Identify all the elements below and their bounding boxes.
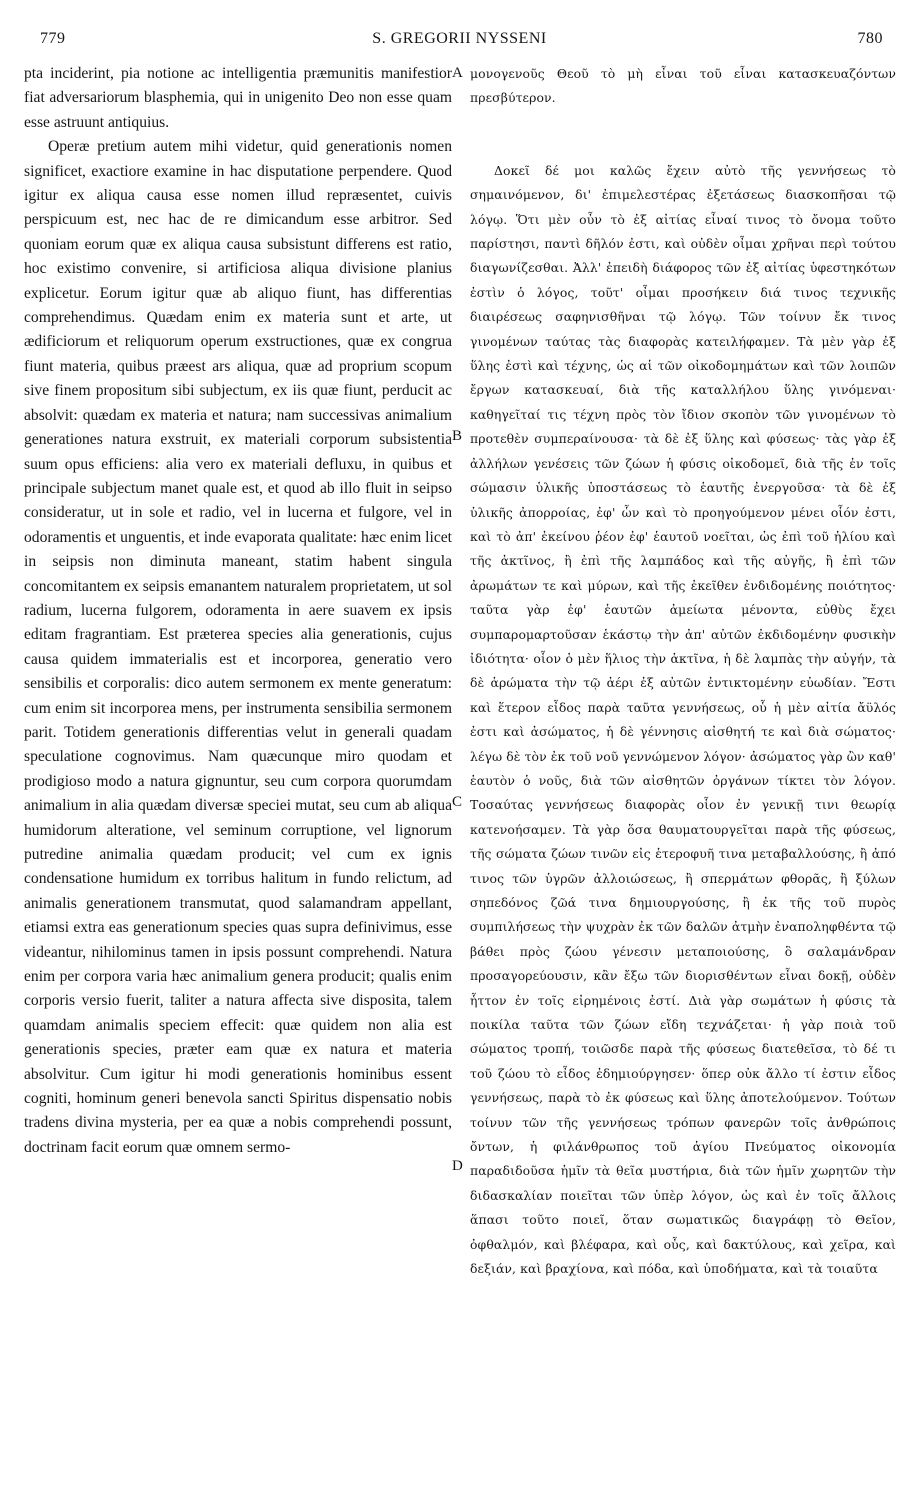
latin-paragraph-1: pta inciderint, pia notione ac intelligentia præmunitis manifestior fiat adversariorum blasphemia, qui in unigenito Deo non esse quam esse astruunt antiquius. — [24, 65, 452, 131]
latin-column — [24, 62, 452, 1160]
margin-marker-d: D — [452, 1158, 463, 1174]
greek-paragraph-2: Δοκεῖ δέ μοι καλῶς ἔχειν αὐτὸ τῆς γεννήσεως τὸ σημαινόμενον, δι' ἐπιμελεστέρας ἐξετάσεως διασκοπῆσαι τῷ λόγῳ. Ὅτι μὲν οὖν τὸ ἐξ αἰτίας εἶναί τινος τὸ ὄνομα τοῦτο παρίστησι, παντὶ δῆλόν ἐστι, καὶ οὐδὲν οἶμαι χρῆναι περὶ τούτου διαγωνίζεσθαι. Ἀλλ' ἐπειδὴ διάφορος τῶν ἐξ αἰτίας ὑφεστηκότων ἐστὶν ὁ λόγος, τοῦτ' οἶμαι προσήκειν διά τινος τεχνικῆς διαιρέσεως σαφηνισθῆναι τῷ λόγῳ. Τῶν τοίνυν ἔκ τινος γινομένων ταύτας τὰς διαφορὰς κατειλήφαμεν. Τὰ μὲν γὰρ ἐξ ὕλης ἐστὶ καὶ τέχνης, ὡς αἱ τῶν οἰκοδομημάτων καὶ τῶν λοιπῶν ἔργων κατασκευαί, διὰ τῆς καταλλήλου ὕλης γινόμεναι· καθηγεῖταί τις τέχνη πρὸς τὸν ἴδιον σκοπὸν τῶν γινομένων τὸ προτεθὲν συμπεραίνουσα· τὰ δὲ ἐξ ὕλης καὶ φύσεως· τὰς γὰρ ἐξ ἀλλήλων γενέσεις τῶν ζώων ἡ φύσις οἰκοδομεῖ, διὰ τῆς ἐν τοῖς σώμασιν ὑλικῆς ὑποστάσεως τὸ ἑαυτῆς ἐνεργοῦσα· τὰ δὲ ἐξ ὑλικῆς ἀπορροίας, ἐφ' ὧν καὶ τὸ προηγούμενον μένει οἷόν ἐστι, καὶ τὸ ἀπ' ἐκείνου ῥέον ἐφ' ἑαυτοῦ νοεῖται, ὡς ἐπὶ τοῦ ἡλίου καὶ τῆς ἀκτῖνος, ἢ ἐπὶ τῆς λαμπάδος καὶ τῆς αὐγῆς, ἢ ἐπὶ τῶν ἀρωμάτων τε καὶ μύρων, καὶ τῆς ἐκεῖθεν ἐνδιδομένης ποιότητος· ταῦτα γὰρ ἐφ' ἑαυτῶν ἀμείωτα μένοντα, εὐθὺς ἔχει συμπαρομαρτοῦσαν ἑκάστῳ τὴν ἀπ' αὐτῶν ἐκδιδομένην φυσικὴν ἰδιότητα· οἷον ὁ μὲν ἥλιος τὴν ἀκτῖνα, ἡ δὲ λαμπὰς τὴν αὐγήν, τὰ δὲ ἀρώματα τὴν τῷ ἀέρι ἐξ αὐτῶν ἐντικτομένην εὐωδίαν. Ἔστι καὶ ἕτερον εἶδος παρὰ ταῦτα γεννήσεως, οὗ ἡ μὲν αἰτία ἄϋλός ἐστι καὶ ἀσώματος, ἡ δὲ γέννησις αἰσθητή τε καὶ διὰ σώματος· λέγω δὲ τὸν ἐκ τοῦ νοῦ γεννώμενον λόγον· ἀσώματος γὰρ ὢν καθ' ἑαυτὸν ὁ νοῦς, διὰ τῶν αἰσθητῶν ὀργάνων τίκτει τὸν λόγον. Τοσαύτας γεννήσεως διαφορὰς οἷον ἐν γενικῇ τινι θεωρίᾳ κατενοήσαμεν. Τὰ γὰρ ὅσα θαυματουργεῖται παρὰ τῆς φύσεως, τῆς σώματα ζώων τινῶν εἰς ἑτεροφυῆ τινα μεταβαλλούσης, ἢ ἀπό τινος τῶν ὑγρῶν ἀλλοιώσεως, ἢ σπερμάτων φθορᾶς, ἢ ξύλων σηπεδόνος ζῶά τινα δημιουργούσης, ἢ ἐκ τῆς τοῦ πυρὸς συμπιλήσεως τὴν ψυχρὰν ἐκ τῶν δαλῶν ἀτμὴν ἐναποληφθέντα τῷ βάθει πρὸς ζώου γένεσιν μεταποιούσης, ὃ σαλαμάνδραν προσαγορεύουσιν, κἂν ἔξω τῶν διορισθέντων εἶναι δοκῇ, οὐδὲν ἧττον ἐν τοῖς εἰρημένοις ἐστί. Διὰ γὰρ σωμάτων ἡ φύσις τὰ ποικίλα ταῦτα τῶν ζώων εἴδη τεχνάζεται· ἡ γὰρ ποιὰ τοῦ σώματος τροπή, τοιῶσδε παρὰ τῆς φύσεως διατεθεῖσα, τὸ δέ τι τοῦ ζώου τὸ εἶδος ἐδημιούργησεν· ὅπερ οὐκ ἄλλο τί ἐστιν εἶδος γεννήσεως, παρὰ τὸ ἐκ φύσεως καὶ ὕλης ἀποτελούμενον. Τούτων τοίνυν τῶν τῆς γεννήσεως τρόπων φανερῶν τοῖς ἀνθρώποις ὄντων, ἡ φιλάνθρωπος τοῦ ἁγίου Πνεύματος οἰκονομία παραδιδοῦσα ἡμῖν τὰ θεῖα μυστήρια, διὰ τῶν ἡμῖν χωρητῶν τὴν διδασκαλίαν ποιεῖται τῶν ὑπὲρ λόγον, ὡς καὶ ἐν τοῖς ἄλλοις ἅπασι τοῦτο ποιεῖ, ὅταν σωματικῶς διαγράφῃ τὸ Θεῖον, ὀφθαλμόν, καὶ βλέφαρα, καὶ οὖς, καὶ δακτύλους, καὶ χεῖρα, καὶ δεξιάν, καὶ βραχίονα, καὶ πόδα, καὶ ὑποδήματα, καὶ τὰ τοιαῦτα — [470, 162, 896, 1277]
greek-paragraph-1: μονογενοῦς Θεοῦ τὸ μὴ εἶναι τοῦ εἶναι κατασκευαζόντων πρεσβύτερον. — [470, 66, 896, 106]
margin-marker-c: C — [452, 794, 463, 810]
greek-column — [470, 62, 896, 1282]
latin-paragraph-2: Operæ pretium autem mihi videtur, quid generationis nomen significet, exactiore examine in hac disputatione perpendere. Quod igitur ex aliqua causa esse nomen illud repræsentet, cuivis perspicuum est, nec hac de re dimicandum esse arbitror. Sed quoniam eorum quæ ex aliqua causa subsistunt differens est ratio, hoc existimo convenire, si artificiosa aliqua divisione planius explicetur. Eorum igitur quæ ab aliquo fiunt, has differentias comprehendimus. Quædam enim ex materia sunt et arte, ut ædificiorum et reliquorum operum exstructiones, quæ ex congrua fiunt materia, quibus præest ars aliqua, quæ ad proprium scopum sive finem propositum sibi subjectum, ex iis quæ fiunt, perducit ac absolvit: quædam ex materia et natura; nam successivas animalium generationes natura exstruit, ex materiali corporum subsistentia suum opus efficiens: alia vero ex materiali defluxu, in quibus et principale subjectum manet quale est, et quod ab illo fluit in seipso consideratur, ut in sole et radio, vel in lucerna et fulgore, vel in odoramentis et unguentis, et inde evaporata qualitate: hæc enim licet in seipsis non diminuta maneant, statim habent singula concomitantem ex seipsis emanantem naturalem proprietatem, ut sol radium, lucerna fulgorem, odoramenta in aere suavem ex ipsis editam fragrantiam. Est præterea species alia generationis, cujus causa quidem immaterialis est et incorporea, generatio vero sensibilis et corporalis: dico autem sermonem ex mente generatum: cum enim sit incorporea mens, per instrumenta sensibilia sermonem parit. Totidem generationis differentias velut in generali quadam speculatione cognovimus. Nam quæcunque miro quodam et prodigioso modo a natura gignuntur, seu cum corpora quorumdam animalium in alia quædam diversæ speciei mutat, seu cum ab aliqua humidorum alteratione, vel seminum corruptione, vel lignorum putredine animalia quædam producit; vel cum ex ignis condensatione humidum ex torribus halitum in fundo relictum, ad animalis generationem transmutat, quod salamandram appellant, etiamsi extra eas generationum species quas supra definivimus, esse videantur, nihilominus tamen in ipsis possunt comprehendi. Natura enim per corpora varia hæc animalium genera producit; qualis enim corporis versio fuerit, taliter a natura affecta sive disposita, talem quamdam animalis speciem effecit: quæ quidem non alia est generationis species, præter eam quæ ex natura et materia absolvitur. Cum igitur hi modi generationis hominibus essent cogniti, hominum generi benevola sancti Spiritus dispensatio nobis tradens divina mysteria, per ea quæ a nobis comprehendi possunt, doctrinam facit eorum quæ omnem sermo- — [24, 138, 452, 1156]
margin-marker-a: A — [452, 65, 463, 81]
page-header — [0, 30, 919, 54]
running-title: S. GREGORII NYSSENI — [372, 30, 547, 47]
left-page-number: 779 — [40, 30, 66, 47]
margin-marker-b: B — [452, 428, 463, 444]
right-page-number: 780 — [857, 30, 883, 47]
